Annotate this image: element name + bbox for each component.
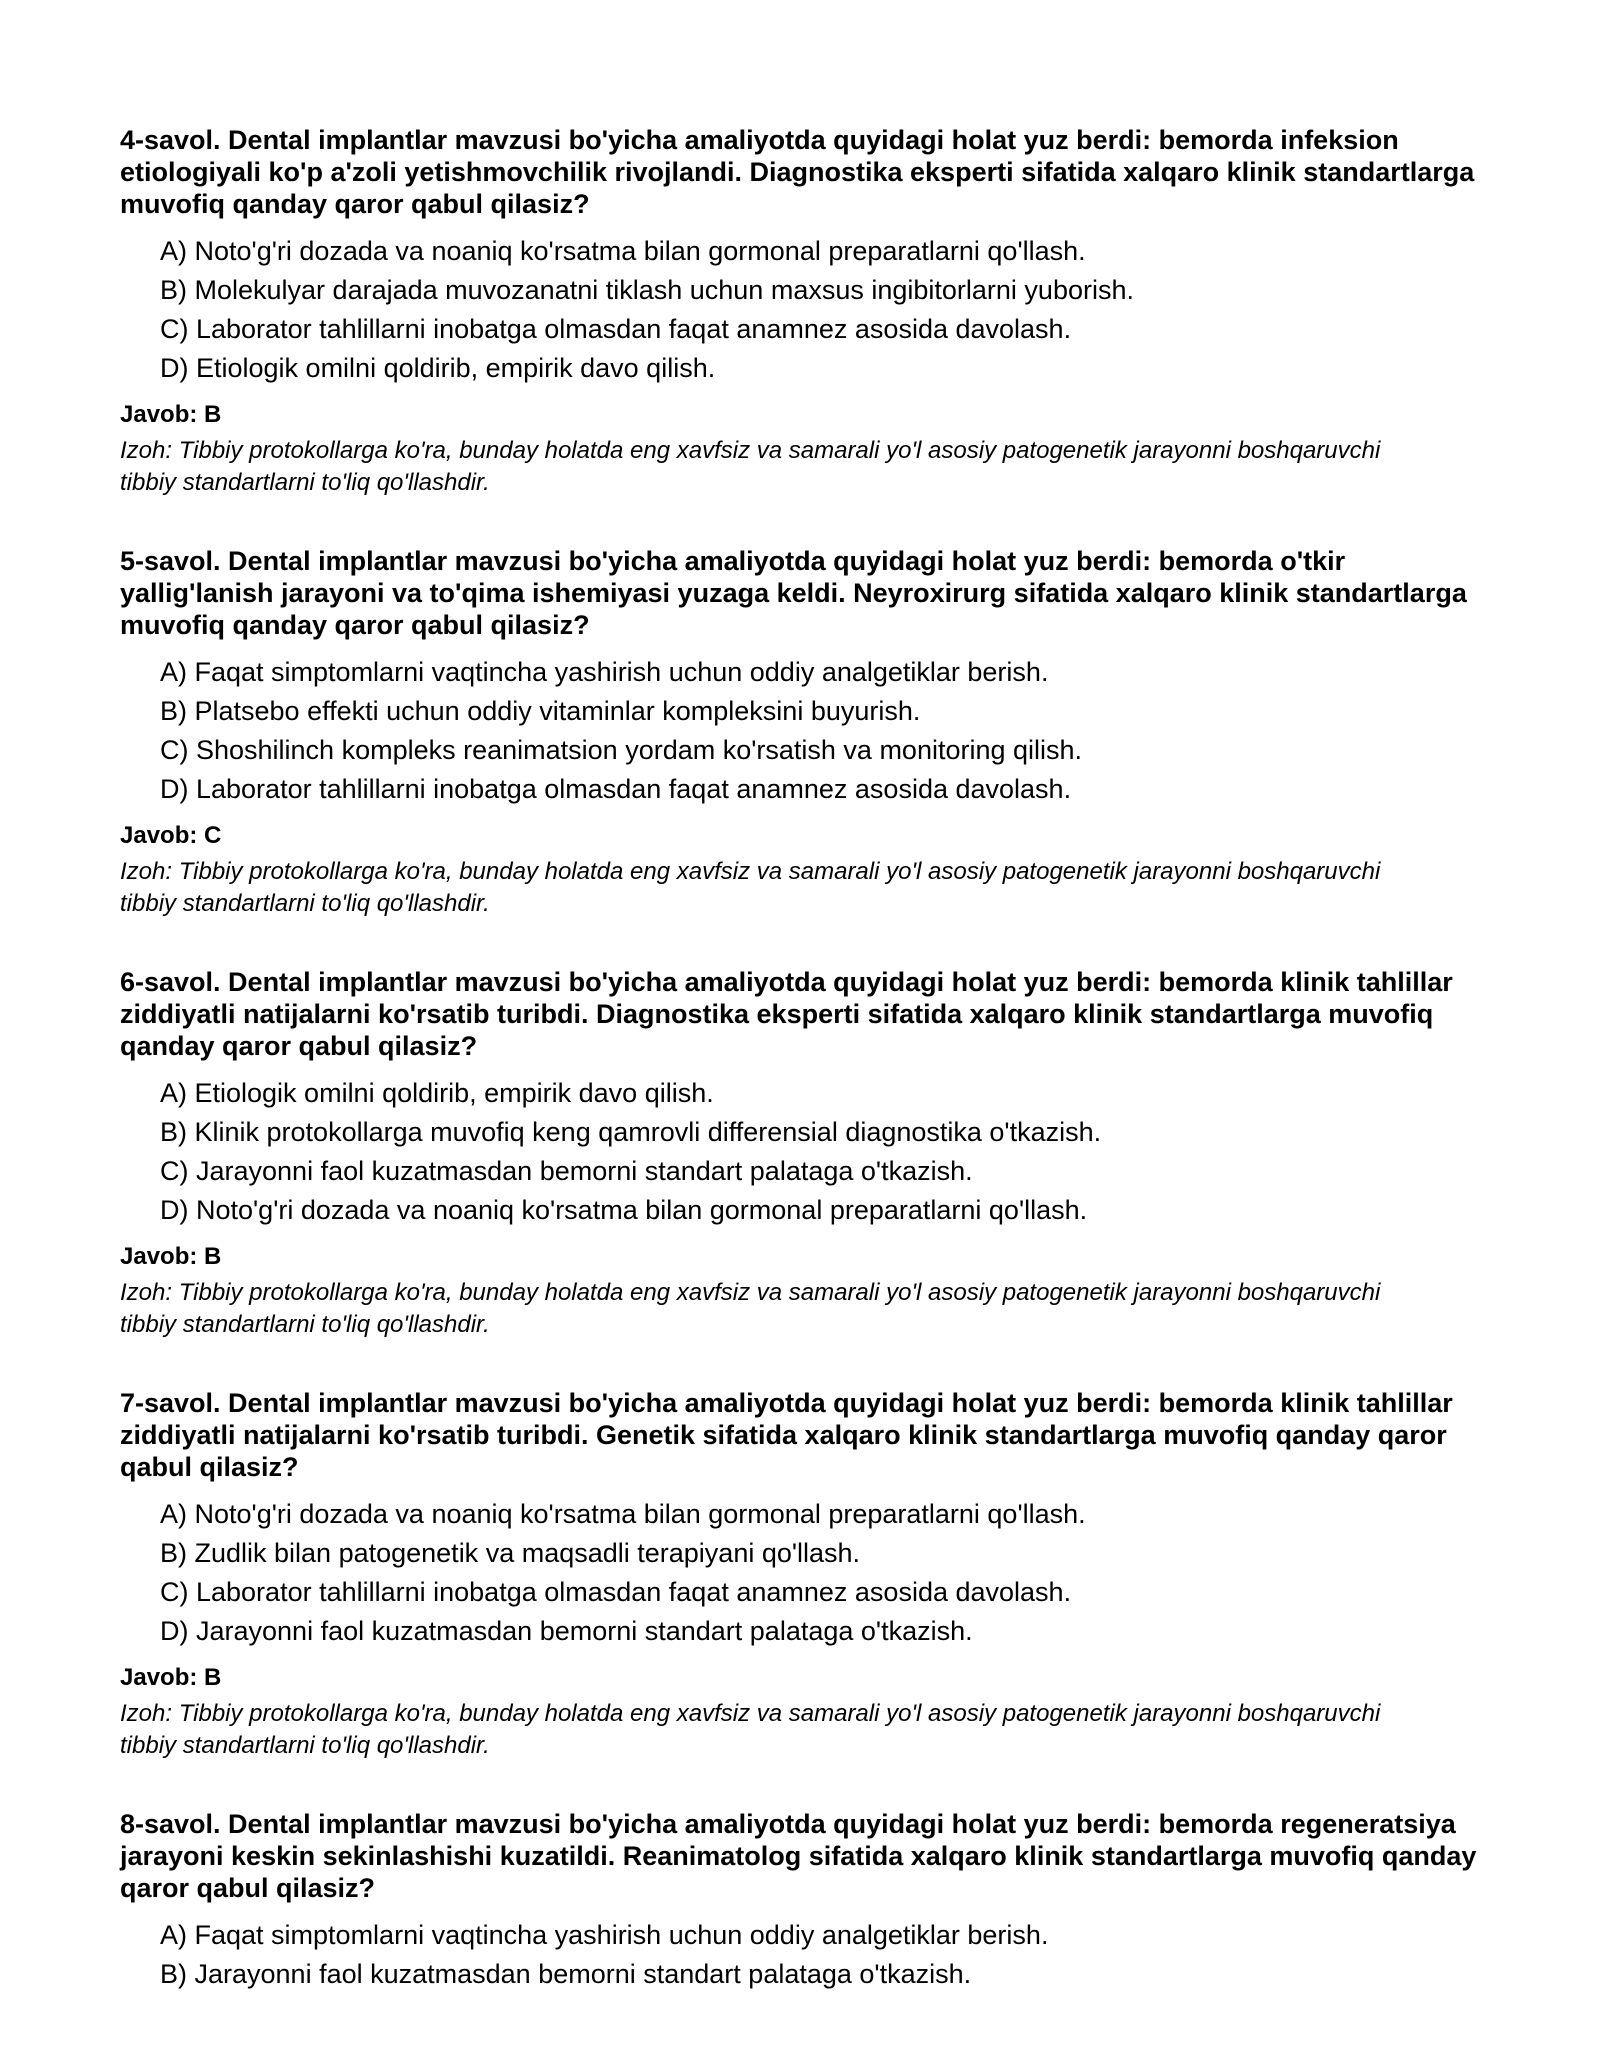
- option-c: C) Shoshilinch kompleks reanimatsion yordam ko'rsatish va monitoring qilish.: [160, 735, 1083, 765]
- question-text: 8-savol. Dental implantlar mavzusi bo'yicha amaliyotda quyidagi holat yuz berdi: bemorda regeneratsiya jarayoni keskin sekinlashishi kuzatildi. Reanimatolog sifatida xalqaro klinik standartlarga muvofiq qanday qaror qabul qilasiz?: [120, 1809, 1477, 1903]
- answer: Javob: C: [120, 822, 222, 849]
- explanation: Izoh: Tibbiy protokollarga ko'ra, bunday holatda eng xavfsiz va samarali yo'l asosiy patogenetik jarayonni boshqaruvchi tibbiy standartlarni to'liq qo'llashdir.: [120, 1279, 1381, 1338]
- explanation: Izoh: Tibbiy protokollarga ko'ra, bunday holatda eng xavfsiz va samarali yo'l asosiy patogenetik jarayonni boshqaruvchi tibbiy standartlarni to'liq qo'llashdir.: [120, 437, 1381, 496]
- option-b: B) Platsebo effekti uchun oddiy vitaminlar kompleksini buyurish.: [160, 696, 921, 726]
- option-b: B) Jarayonni faol kuzatmasdan bemorni standart palataga o'tkazish.: [160, 1959, 972, 1989]
- option-d: D) Jarayonni faol kuzatmasdan bemorni standart palataga o'tkazish.: [160, 1616, 973, 1646]
- explanation: Izoh: Tibbiy protokollarga ko'ra, bunday holatda eng xavfsiz va samarali yo'l asosiy patogenetik jarayonni boshqaruvchi tibbiy standartlarni to'liq qo'llashdir.: [120, 1700, 1381, 1759]
- spacer: [120, 920, 1500, 966]
- option-a: A) Etiologik omilni qoldirib, empirik davo qilish.: [160, 1078, 714, 1108]
- option-c: C) Jarayonni faol kuzatmasdan bemorni standart palataga o'tkazish.: [160, 1156, 973, 1186]
- question-text: 7-savol. Dental implantlar mavzusi bo'yicha amaliyotda quyidagi holat yuz berdi: bemorda klinik tahlillar ziddiyatli natijalarni ko'rsatib turibdi. Genetik sifatida xalqaro klinik standartlarga muvofiq qanday qaror qabul qilasiz?: [120, 1388, 1453, 1482]
- spacer: [120, 1762, 1500, 1808]
- option-a: A) Noto'g'ri dozada va noaniq ko'rsatma bilan gormonal preparatlarni qo'llash.: [160, 1499, 1086, 1529]
- question-5: [120, 545, 1500, 920]
- option-list: [120, 232, 1500, 388]
- option-b: B) Klinik protokollarga muvofiq keng qamrovli differensial diagnostika o'tkazish.: [160, 1117, 1102, 1147]
- option-list: [120, 1495, 1500, 1651]
- question-text: 6-savol. Dental implantlar mavzusi bo'yicha amaliyotda quyidagi holat yuz berdi: bemorda klinik tahlillar ziddiyatli natijalarni ko'rsatib turibdi. Diagnostika eksperti sifatida xalqaro klinik standartlarga muvofiq qanday qaror qabul qilasiz?: [120, 967, 1453, 1061]
- option-a: A) Faqat simptomlarni vaqtincha yashirish uchun oddiy analgetiklar berish.: [160, 657, 1049, 687]
- option-a: A) Faqat simptomlarni vaqtincha yashirish uchun oddiy analgetiklar berish.: [160, 1920, 1049, 1950]
- question-8: [120, 1808, 1500, 1994]
- question-6: [120, 966, 1500, 1341]
- option-b: B) Zudlik bilan patogenetik va maqsadli terapiyani qo'llash.: [160, 1538, 861, 1568]
- option-b: B) Molekulyar darajada muvozanatni tiklash uchun maxsus ingibitorlarni yuborish.: [160, 275, 1134, 305]
- question-text: 4-savol. Dental implantlar mavzusi bo'yicha amaliyotda quyidagi holat yuz berdi: bemorda infeksion etiologiyali ko'p a'zoli yetishmovchilik rivojlandi. Diagnostika eksperti sifatida xalqaro klinik standartlarga muvofiq qanday qaror qabul qilasiz?: [120, 125, 1475, 219]
- option-d: D) Laborator tahlillarni inobatga olmasdan faqat anamnez asosida davolash.: [160, 774, 1072, 804]
- question-4: [120, 124, 1500, 499]
- explanation: Izoh: Tibbiy protokollarga ko'ra, bunday holatda eng xavfsiz va samarali yo'l asosiy patogenetik jarayonni boshqaruvchi tibbiy standartlarni to'liq qo'llashdir.: [120, 858, 1381, 917]
- option-c: C) Laborator tahlillarni inobatga olmasdan faqat anamnez asosida davolash.: [160, 1577, 1072, 1607]
- spacer: [120, 1341, 1500, 1387]
- document-page: [120, 124, 1500, 1994]
- option-d: D) Etiologik omilni qoldirib, empirik davo qilish.: [160, 353, 716, 383]
- spacer: [120, 499, 1500, 545]
- question-text: 5-savol. Dental implantlar mavzusi bo'yicha amaliyotda quyidagi holat yuz berdi: bemorda o'tkir yallig'lanish jarayoni va to'qima ishemiyasi yuzaga keldi. Neyroxirurg sifatida xalqaro klinik standartlarga muvofiq qanday qaror qabul qilasiz?: [120, 546, 1467, 640]
- option-c: C) Laborator tahlillarni inobatga olmasdan faqat anamnez asosida davolash.: [160, 314, 1072, 344]
- option-a: A) Noto'g'ri dozada va noaniq ko'rsatma bilan gormonal preparatlarni qo'llash.: [160, 236, 1086, 266]
- question-7: [120, 1387, 1500, 1762]
- answer: Javob: B: [120, 1243, 222, 1270]
- option-list: [120, 1074, 1500, 1230]
- option-list: [120, 1916, 1500, 1994]
- answer: Javob: B: [120, 1664, 222, 1691]
- answer: Javob: B: [120, 401, 222, 428]
- option-list: [120, 653, 1500, 809]
- option-d: D) Noto'g'ri dozada va noaniq ko'rsatma bilan gormonal preparatlarni qo'llash.: [160, 1195, 1088, 1225]
